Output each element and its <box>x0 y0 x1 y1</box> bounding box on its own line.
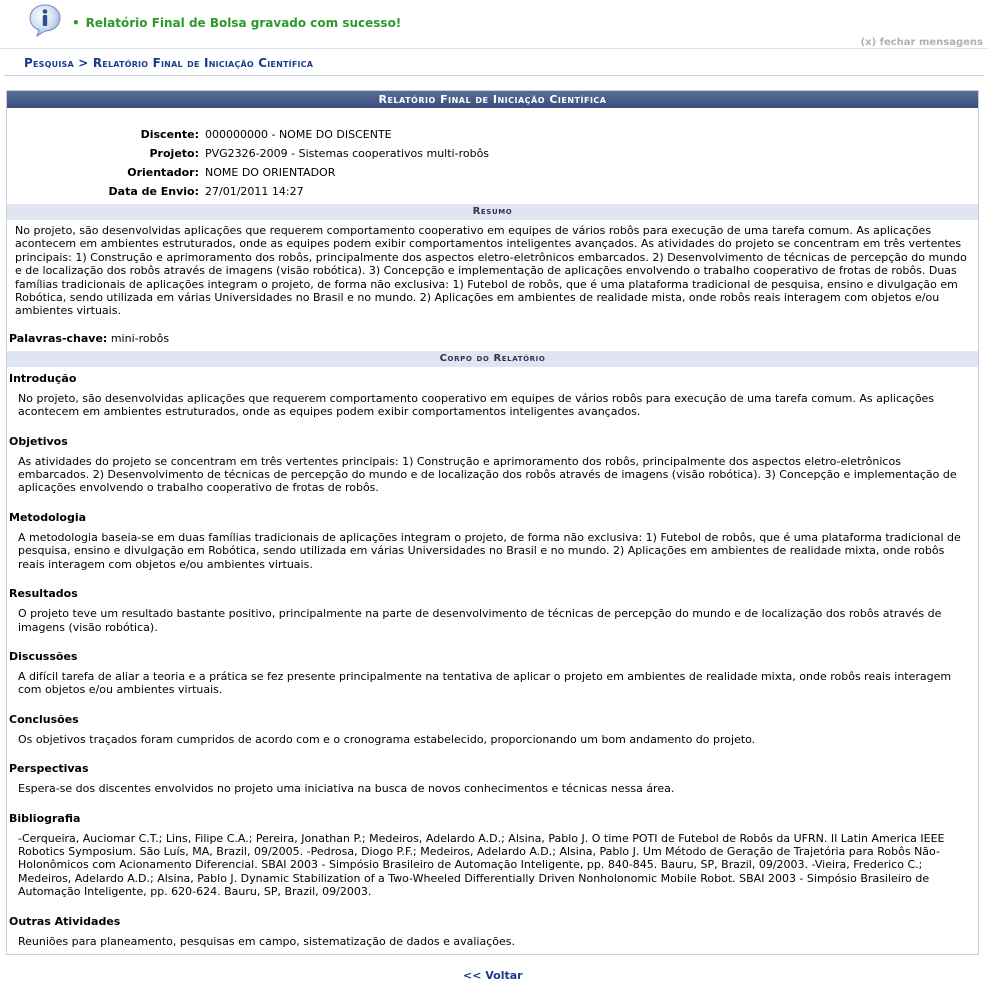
section-body: No projeto, são desenvolvidas aplicações que requerem comportamento cooperativo em equipes de vários robôs para execução de uma tarefa comum. As aplicações acontecem em ambientes estruturados, onde as equipes podem exibir comportamentos inteligentes avançados. <box>18 391 935 419</box>
section-title: Introdução <box>9 371 77 385</box>
section-introducao <box>7 372 978 419</box>
resumo-text: No projeto, são desenvolvidas aplicações que requerem comportamento cooperativo em equipes de vários robôs para execução de uma tarefa comum. As aplicações acontecem em ambientes estruturados, onde as equipes podem exibir comportamentos inteligentes avançados. As atividades do projeto se concentram em três vertentes principais: 1) Construção e aprimoramento dos robôs, principalmente dos aspectos eletro-eletrônicos embarcados. 2) Desenvolvimento de técnicas de percepção do mundo e de localização dos robôs através de imagens (visão robótica). 3) Concepção e implementação de aplicações envolvendo o trabalho cooperativo de frotas de robôs. Duas famílias tradicionais de aplicações integram o projeto, de forma não exclusiva: 1) Futebol de robôs, que é uma plataforma tradicional de pesquisa, ensino e divulgação em Robótica, sendo utilizada em várias Universidades no Brasil e no mundo. 2) Aplicações em ambientes de realidade mista, onde robôs reais interagem com objetos e/ou ambientes virtuais. <box>15 224 967 318</box>
section-resultados <box>7 587 978 634</box>
section-objetivos <box>7 435 978 495</box>
section-metodologia <box>7 511 978 571</box>
section-bibliografia <box>7 812 978 899</box>
panel-title: Relatório Final de Iniciação Científica <box>7 91 978 108</box>
section-body: A metodologia baseia-se em duas famílias tradicionais de aplicações integram o projeto, de forma não exclusiva: 1) Futebol de robôs, que é uma plataforma tradicional de pesquisa, ensino e divulgação em Robótica, sendo utilizada em várias Universidades no Brasil e no mundo. 2) Aplicações em ambientes de realidade mixta, onde robôs reais interagem com objetos e/ou ambientes virtuais. <box>18 530 961 571</box>
section-discussoes <box>7 650 978 697</box>
section-title: Outras Atividades <box>9 914 121 928</box>
success-message-text: Relatório Final de Bolsa gravado com sucesso! <box>85 16 402 30</box>
detail-value: NOME DO ORIENTADOR <box>205 166 336 179</box>
section-title: Perspectivas <box>9 762 89 776</box>
report-details <box>7 108 978 198</box>
detail-label: Projeto: <box>149 147 199 160</box>
keywords-value: mini-robôs <box>110 331 170 345</box>
breadcrumb-divider <box>4 75 984 76</box>
section-body: O projeto teve um resultado bastante positivo, principalmente na parte de desenvolvimento de técnicas de percepção do mundo e de localização dos robôs através de imagens (visão robótica). <box>18 607 942 634</box>
keywords-label: Palavras-chave: <box>9 331 108 345</box>
corpo-header: Corpo do Relatório <box>7 351 978 367</box>
breadcrumb: Pesquisa > Relatório Final de Iniciação Científica <box>24 56 314 70</box>
detail-label: Discente: <box>140 128 199 141</box>
section-title: Discussões <box>9 649 78 663</box>
section-body: Reuniões para planeamento, pesquisas em campo, sistematização de dados e avaliações. <box>18 934 515 948</box>
section-body: As atividades do projeto se concentram em três vertentes principais: 1) Construção e aprimoramento dos robôs, principalmente dos aspectos eletro-eletrônicos embarcados. 2) Desenvolvimento de técnicas de percepção do mundo e de localização dos robôs através de imagens (visão robótica). 3) Concepção e implementação de aplicações envolvendo o trabalho cooperativo de frotas de robôs. <box>18 454 957 495</box>
resumo-header: Resumo <box>7 204 978 220</box>
section-body: Os objetivos traçados foram cumpridos de acordo com e o cronograma estabelecido, proporcionando um bom andamento do projeto. <box>18 732 756 746</box>
success-message <box>72 16 401 30</box>
detail-row-data-envio <box>7 183 967 201</box>
info-icon <box>28 3 62 37</box>
detail-row-orientador <box>7 164 967 182</box>
back-link[interactable]: << Voltar <box>463 969 523 982</box>
message-bar <box>0 0 988 50</box>
detail-value: 000000000 - NOME DO DISCENTE <box>205 128 392 141</box>
message-bullet: • <box>72 16 80 30</box>
section-title: Metodologia <box>9 510 87 524</box>
detail-label: Data de Envio: <box>108 185 199 198</box>
section-body: A difícil tarefa de aliar a teoria e a prática se fez presente principalmente na tentativa de aplicar o projeto em ambientes de realidade mixta, onde robôs reais interagem com objetos e/ou ambientes virtuais. <box>18 669 952 697</box>
section-title: Objetivos <box>9 434 68 448</box>
section-outras-atividades <box>7 915 978 948</box>
keywords <box>7 318 978 346</box>
section-title: Bibliografia <box>9 811 81 825</box>
section-body: Espera-se dos discentes envolvidos no projeto uma iniciativa na busca de novos conhecimentos e técnicas nessa área. <box>18 782 675 796</box>
detail-value: 27/01/2011 14:27 <box>205 185 304 198</box>
close-messages-link[interactable]: (x) fechar mensagens <box>860 37 983 48</box>
section-perspectivas <box>7 762 978 795</box>
section-body: -Cerqueira, Auciomar C.T.; Lins, Filipe C.A.; Pereira, Jonathan P.; Medeiros, Adelardo A.D.; Alsina, Pablo J. O time POTI de Futebol de Robôs da UFRN. II Latin America IEEE Robotics Symposium. São Luís, MA, Brazil, 09/2005. -Pedrosa, Diogo P.F.; Medeiros, Adelardo A.D.; Alsina, Pablo J. Um Método de Geração de Trajetória para Robôs Não-Holonômicos com Acionamento Diferencial. SBAI 2003 - Simpósio Brasileiro de Automação Inteligente, pp. 840-845. Bauru, SP, Brazil, 09/2003. -Vieira, Frederico C.; Medeiros, Adelardo A.D.; Alsina, Pablo J. Dynamic Stabilization of a Two-Wheeled Differentially Driven Nonholonomic Mobile Robot. SBAI 2003 - Simpósio Brasileiro de Automação Inteligente, pp. 620-624. Bauru, SP, Brazil, 09/2003. <box>18 831 945 899</box>
report-sections <box>7 367 978 948</box>
detail-value: PVG2326-2009 - Sistemas cooperativos multi-robôs <box>205 147 490 160</box>
section-title: Resultados <box>9 587 78 601</box>
message-divider <box>0 48 988 49</box>
detail-row-discente <box>7 126 967 144</box>
detail-label: Orientador: <box>127 166 199 179</box>
section-conclusoes <box>7 713 978 746</box>
section-title: Conclusões <box>9 712 79 726</box>
detail-row-projeto <box>7 145 967 163</box>
report-panel <box>6 90 979 955</box>
